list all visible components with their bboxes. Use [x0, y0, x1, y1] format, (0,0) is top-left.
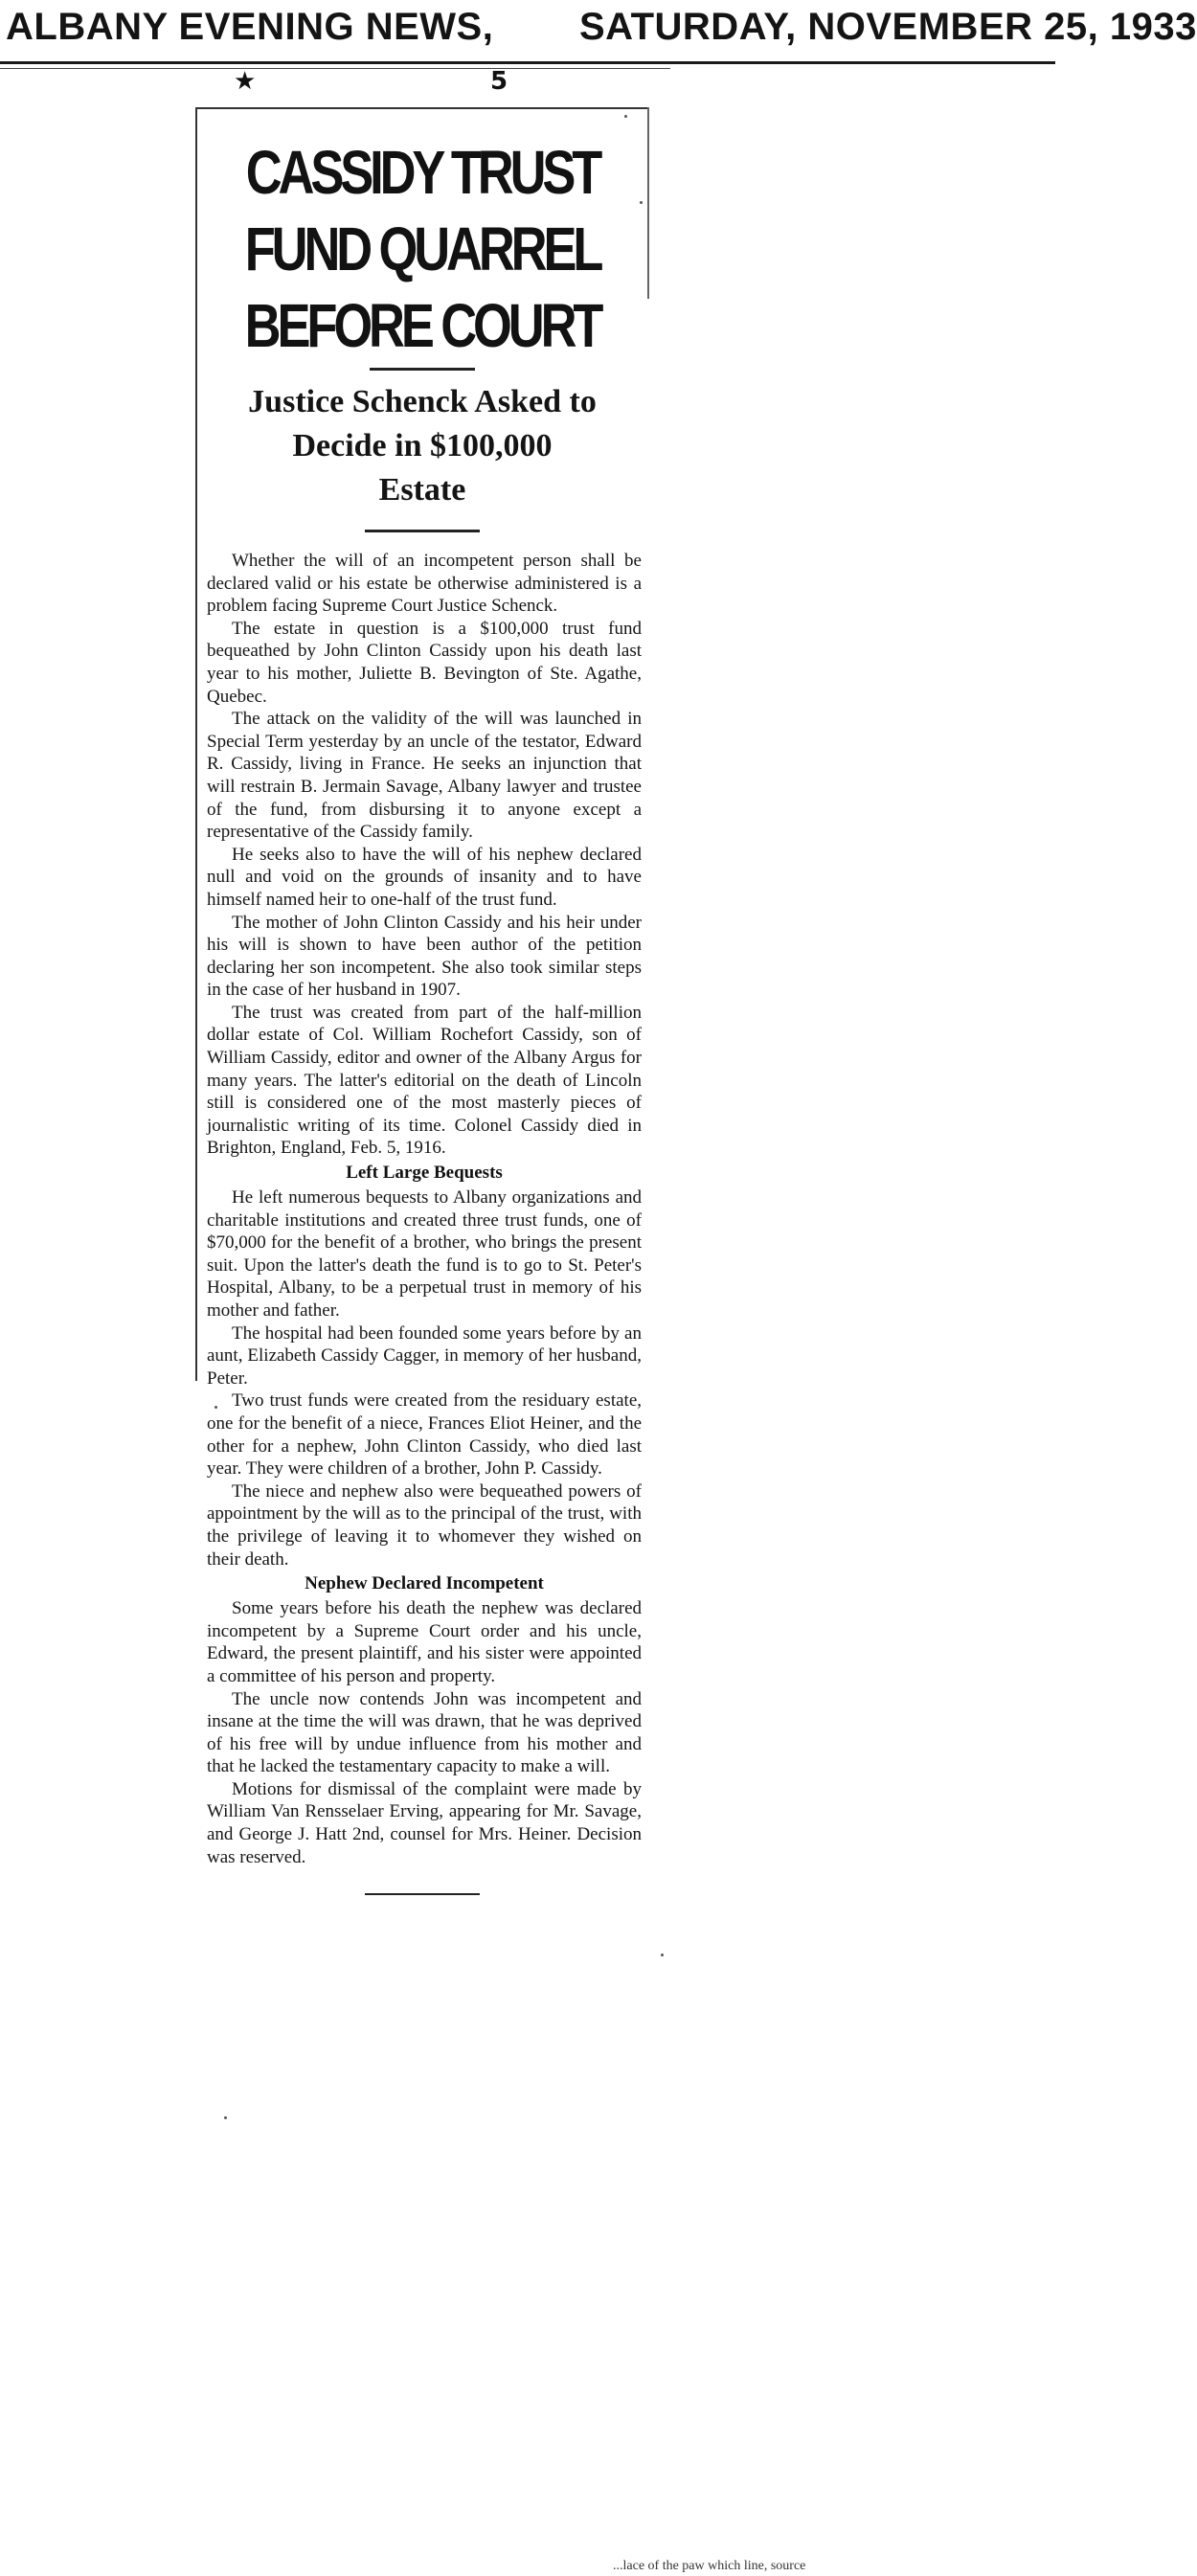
deck-divider: [365, 530, 480, 532]
clipped-adjacent-text: ...lace of the paw which line, source: [613, 2559, 806, 2573]
paragraph: He seeks also to have the will of his nephew declared null and void on the grounds of insanity and to have himself named heir to one-half of the trust fund.: [207, 844, 642, 910]
edition-marks: [234, 67, 550, 105]
paragraph: Motions for dismissal of the complaint were made by William Van Rensselaer Erving, appearing for Mr. Savage, and George J. Hatt 2nd, counsel for Mrs. Heiner. Decision was reserved.: [207, 1778, 642, 1867]
headline-line: CASSIDY TRUST: [245, 138, 599, 207]
headline: [237, 134, 606, 364]
edition-number: 5: [490, 67, 508, 96]
paragraph: The estate in question is a $100,000 trust fund bequeathed by John Clinton Cassidy upon his death last year to his mother, Juliette B. Bevington of Ste. Agathe, Quebec.: [207, 618, 642, 707]
article-end-rule: [365, 1893, 480, 1895]
star-icon: ★: [234, 67, 257, 96]
issue-date: SATURDAY, NOVEMBER 25, 1933: [579, 6, 1197, 48]
deck-line: Estate: [378, 472, 466, 508]
column-top-rule: [195, 107, 649, 109]
paragraph: The hospital had been founded some years before by an aunt, Elizabeth Cassidy Cagger, in memory of her husband, Peter.: [207, 1322, 642, 1389]
print-speck: [224, 2116, 227, 2119]
news-article: [197, 111, 647, 1895]
paragraph: The uncle now contends John was incompetent and insane at the time the will was drawn, that he was deprived of his free will by undue influence from his mother and that he lacked the testamentary capacity to make a will.: [207, 1688, 642, 1777]
paragraph: He left numerous bequests to Albany organizations and charitable institutions and created three trust funds, one of $70,000 for the benefit of a brother, who brings the present suit. Upon the latter's death the fund is to go to St. Peter's Hospital, Albany, to be a perpetual trust in memory of his mother and father.: [207, 1187, 642, 1321]
deck-line: Decide in $100,000: [292, 428, 553, 463]
print-speck: [215, 1406, 217, 1409]
section-subhead: Left Large Bequests: [346, 1163, 503, 1184]
paragraph: Two trust funds were created from the residuary estate, one for the benefit of a niece, Frances Eliot Heiner, and the other for a nephew, John Clinton Cassidy, who died last year. They were children of a brother, John P. Cassidy.: [207, 1390, 642, 1480]
paragraph: Whether the will of an incompetent person shall be declared valid or his estate be otherwise administered is a problem facing Supreme Court Justice Schenck.: [207, 551, 642, 617]
paragraph: The niece and nephew also were bequeathed powers of appointment by the will as to the principal of the trust, with the privilege of leaving it to whomever they wished on their death.: [207, 1480, 642, 1570]
section-subhead: Nephew Declared Incompetent: [305, 1573, 544, 1594]
print-speck: [624, 115, 627, 118]
paragraph: The mother of John Clinton Cassidy and his heir under his will is shown to have been author of the petition declaring her son incompetent. She also took similar steps in the case of her husband in 1907.: [207, 912, 642, 1001]
print-speck: [640, 201, 643, 204]
masthead: [0, 6, 1197, 54]
paragraph: Some years before his death the nephew was declared incompetent by a Supreme Court order and his uncle, Edward, the present plaintiff, and his sister were appointed a committee of his person and property.: [207, 1598, 642, 1686]
paragraph: The trust was created from part of the half-million dollar estate of Col. William Rochefort Cassidy, son of William Cassidy, editor and owner of the Albany Argus for many years. The latter's editorial on the death of Lincoln still is considered one of the most masterly pieces of journalistic writing of its time. Colonel Cassidy died in Brighton, England, Feb. 5, 1916.: [207, 1002, 642, 1159]
headline-divider: [370, 368, 475, 371]
headline-line: BEFORE COURT: [244, 291, 600, 360]
newspaper-name: ALBANY EVENING NEWS,: [6, 6, 494, 48]
paragraph: The attack on the validity of the will was launched in Special Term yesterday by an uncle of the testator, Edward R. Cassidy, living in France. He seeks an injunction that will restrain B. Jermain Savage, Albany lawyer and trustee of the fund, from disbursing it to anyone except a representative of the Cassidy family.: [207, 709, 642, 843]
subheadline: [197, 380, 647, 512]
deck-line: Justice Schenck Asked to: [248, 384, 597, 419]
article-body: [197, 550, 647, 1868]
print-speck: [661, 1954, 664, 1956]
column-right-rule: [647, 107, 649, 299]
headline-line: FUND QUARREL: [244, 215, 600, 283]
masthead-rule: [0, 61, 1055, 64]
